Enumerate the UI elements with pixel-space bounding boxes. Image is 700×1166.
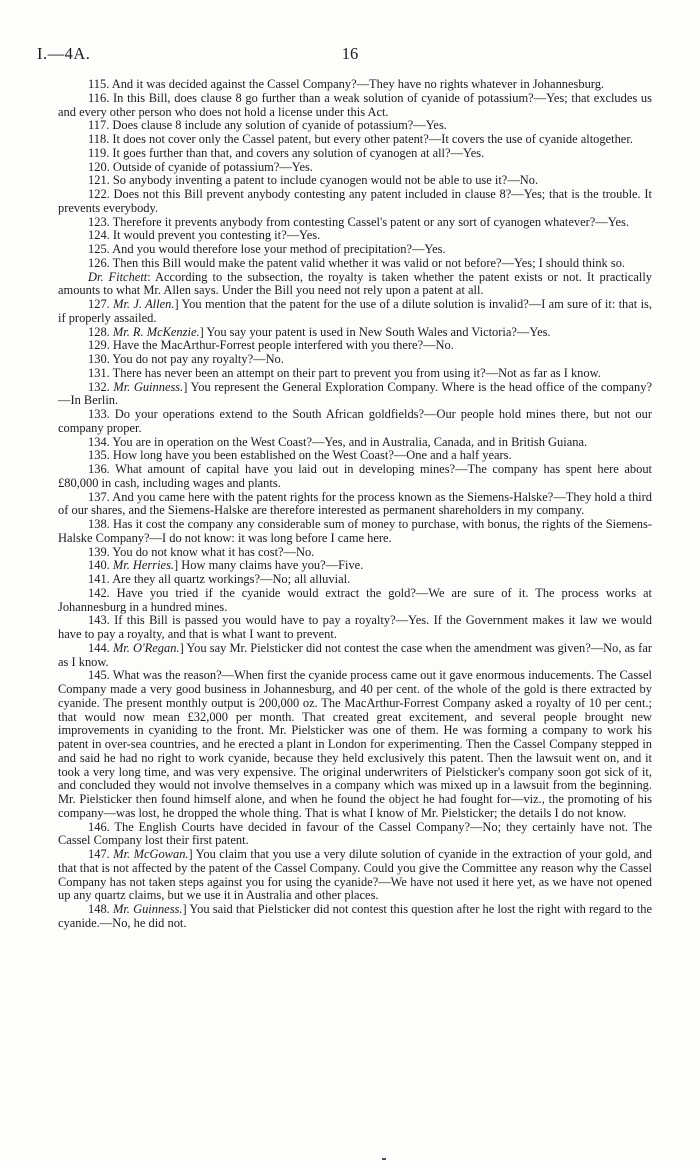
paragraph-117: 117. Does clause 8 include any solution of cyanide of potassium?—Yes. xyxy=(88,118,447,133)
paragraph-142: 142. Have you tried if the cyanide would extract the gold?—We are sure of it. The process works at Johannesburg in a hundred mines. xyxy=(58,585,652,614)
paragraph-124: 124. It would prevent you contesting it?—Yes. xyxy=(88,228,321,243)
paragraph-140: 140. Mr. Herries.] How many claims have you?—Five. xyxy=(88,558,364,573)
paragraph-134: 134. You are in operation on the West Coast?—Yes, and in Australia, Canada, and in British Guiana. xyxy=(88,434,588,449)
page-number: 16 xyxy=(341,44,359,63)
paragraph-133: 133. Do your operations extend to the South African goldfields?—Our people hold mines there, but not our company proper. xyxy=(58,407,652,435)
paragraph-136: 136. What amount of capital have you laid out in developing mines?—The company has spent here about £80,000 in cash, including wages and plants. xyxy=(58,462,652,490)
speaker-name: Mr. McGowan. xyxy=(113,847,189,861)
paragraph-122: 122. Does not this Bill prevent anybody contesting any patent included in clause 8?—Yes; that is the trouble. It prevents everybody. xyxy=(58,187,652,215)
paragraph-145: 145. What was the reason?—When first the cyanide process came out it gave enormous inducements. The Cassel Company made a very good business in Johannesburg, and 40 per cent. of the whole of the gold is there extracted by cyanide. The present monthly output is 200,000 oz. The MacArthur-Forrest Company asked a royalty of 10 per cent.; that would now mean £32,000 per month. That created great excitement, and several people brought new improvements in cyaniding to the front. Mr. Pielsticker was one of them. He was forming a company to work his patent in over-sea countries, and he erected a plant in London for experimenting. Then the Cassel Company stepped in and said he had no right to work cyanide, because they held exclusively this patent. Then the lawsuit went on, and it took a very long time, and was very expensive. The original underwriters of Pielsticker's company soon got sick of it, and concluded they would not involve themselves in a company which was mixed up in a lawsuit from the beginning. Mr. Pielsticker then found himself alone, and when he found the object he had fought for—viz., the promoting of his company—was lost, he dropped the whole thing. That is what I know of Mr. Pielsticker; the details I do not know. xyxy=(58,668,652,820)
speaker-name: Mr. Guinness. xyxy=(113,379,184,394)
paragraph-141: 141. Are they all quartz workings?—No; all alluvial. xyxy=(88,572,351,586)
paragraph-144: 144. Mr. O'Regan.] You say Mr. Pielsticker did not contest the case when the amendment was given?—No, as far as I know. xyxy=(58,640,652,669)
speaker-name: Mr. O'Regan. xyxy=(112,640,180,655)
paragraph-129: 129. Have the MacArthur-Forrest people interfered with you there?—No. xyxy=(88,338,454,353)
printer-mark xyxy=(382,1158,386,1160)
speaker-name: Mr. J. Allen. xyxy=(113,297,175,311)
paragraph-125: 125. And you would therefore lose your method of precipitation?—Yes. xyxy=(88,242,446,256)
paragraph-147: 147. Mr. McGowan.] You claim that you use a very dilute solution of cyanide in the extraction of your gold, and that that is not affected by the patent of the Cassel Company. Could you give the Committee any reason why the Cassel Company has not taken steps against you for using the cyanide?—We have not used it here yet, as we have not opened up any quartz claims, but we use it in Australia and other places. xyxy=(58,847,653,903)
paragraph-130: 130. You do not pay any royalty?—No. xyxy=(88,352,284,366)
paragraph-138: 138. Has it cost the company any considerable sum of money to purchase, with bonus, the rights of the Siemens-Halske Company?—I do not know: it was long before I came here. xyxy=(58,517,652,545)
speaker-name: Mr. Herries. xyxy=(112,558,175,573)
paragraph-143: 143. If this Bill is passed you would have to pay a royalty?—Yes. If the Government makes it law we would have to pay a royalty, and that is what I want to prevent. xyxy=(58,613,652,641)
paragraph-137: 137. And you came here with the patent rights for the process known as the Siemens-Halske?—They hold a third of our shares, and the Siemens-Halske are therefore interested as permanent shareholders in my company. xyxy=(58,489,652,518)
paragraph-131: 131. There has never been an attempt on their part to prevent you from using it?—Not as far as I know. xyxy=(88,365,601,380)
paragraph-128: 128. Mr. R. McKenzie.] You say your patent is used in New South Wales and Victoria?—Yes. xyxy=(88,324,551,339)
paragraph-dr-fitchett: Dr. Fitchett: According to the subsection, the royalty is taken whether the patent exists or not. It practically amounts to what Mr. Allen says. Under the Bill you need not rely upon a patent at all. xyxy=(58,269,652,298)
paragraph-120: 120. Outside of cyanide of potassium?—Yes. xyxy=(88,159,314,174)
speaker-name: Mr. Guinness. xyxy=(112,902,183,916)
paragraph-148: 148. Mr. Guinness.] You said that Pielsticker did not contest this question after he lost the right with regard to the cyanide.—No, he did not. xyxy=(58,902,653,930)
page-header xyxy=(0,44,700,68)
document-reference: I.—4A. xyxy=(37,44,91,63)
paragraph-116: 116. In this Bill, does clause 8 go further than a weak solution of cyanide of potassium?—Yes; that excludes us and every other person who does not hold a license under this Act. xyxy=(58,90,652,119)
paragraph-119: 119. It goes further than that, and covers any solution of cyanogen at all?—Yes. xyxy=(88,145,485,160)
paragraph-126: 126. Then this Bill would make the patent valid whether it was valid or not before?—Yes; I should think so. xyxy=(88,255,626,270)
paragraph-123: 123. Therefore it prevents anybody from contesting Cassel's patent or any sort of cyanogen whatever?—Yes. xyxy=(88,214,629,229)
speaker-name: Dr. Fitchett xyxy=(88,269,148,284)
paragraph-146: 146. The English Courts have decided in favour of the Cassel Company?—No; they certainly have not. The Cassel Company lost their first patent. xyxy=(58,819,652,848)
paragraph-135: 135. How long have you been established on the West Coast?—One and a half years. xyxy=(88,448,512,463)
paragraph-132: 132. Mr. Guinness.] You represent the General Exploration Company. Where is the head office of the company?—In Berlin. xyxy=(58,379,652,408)
paragraph-121: 121. So anybody inventing a patent to include cyanogen would not be able to use it?—No. xyxy=(88,173,539,188)
speaker-name: Mr. R. McKenzie. xyxy=(112,324,200,339)
paragraph-139: 139. You do not know what it has cost?—No. xyxy=(88,544,315,559)
paragraph-118: 118. It does not cover only the Cassel patent, but every other patent?—It covers the use of cyanide altogether. xyxy=(88,132,633,146)
paragraph-127: 127. Mr. J. Allen.] You mention that the patent for the use of a dilute solution is invalid?—I am sure of it: that is, if properly assailed. xyxy=(58,297,652,325)
testimony-body xyxy=(58,78,652,931)
paragraph-115: 115. And it was decided against the Cassel Company?—They have no rights whatever in Johannesburg. xyxy=(88,77,605,91)
